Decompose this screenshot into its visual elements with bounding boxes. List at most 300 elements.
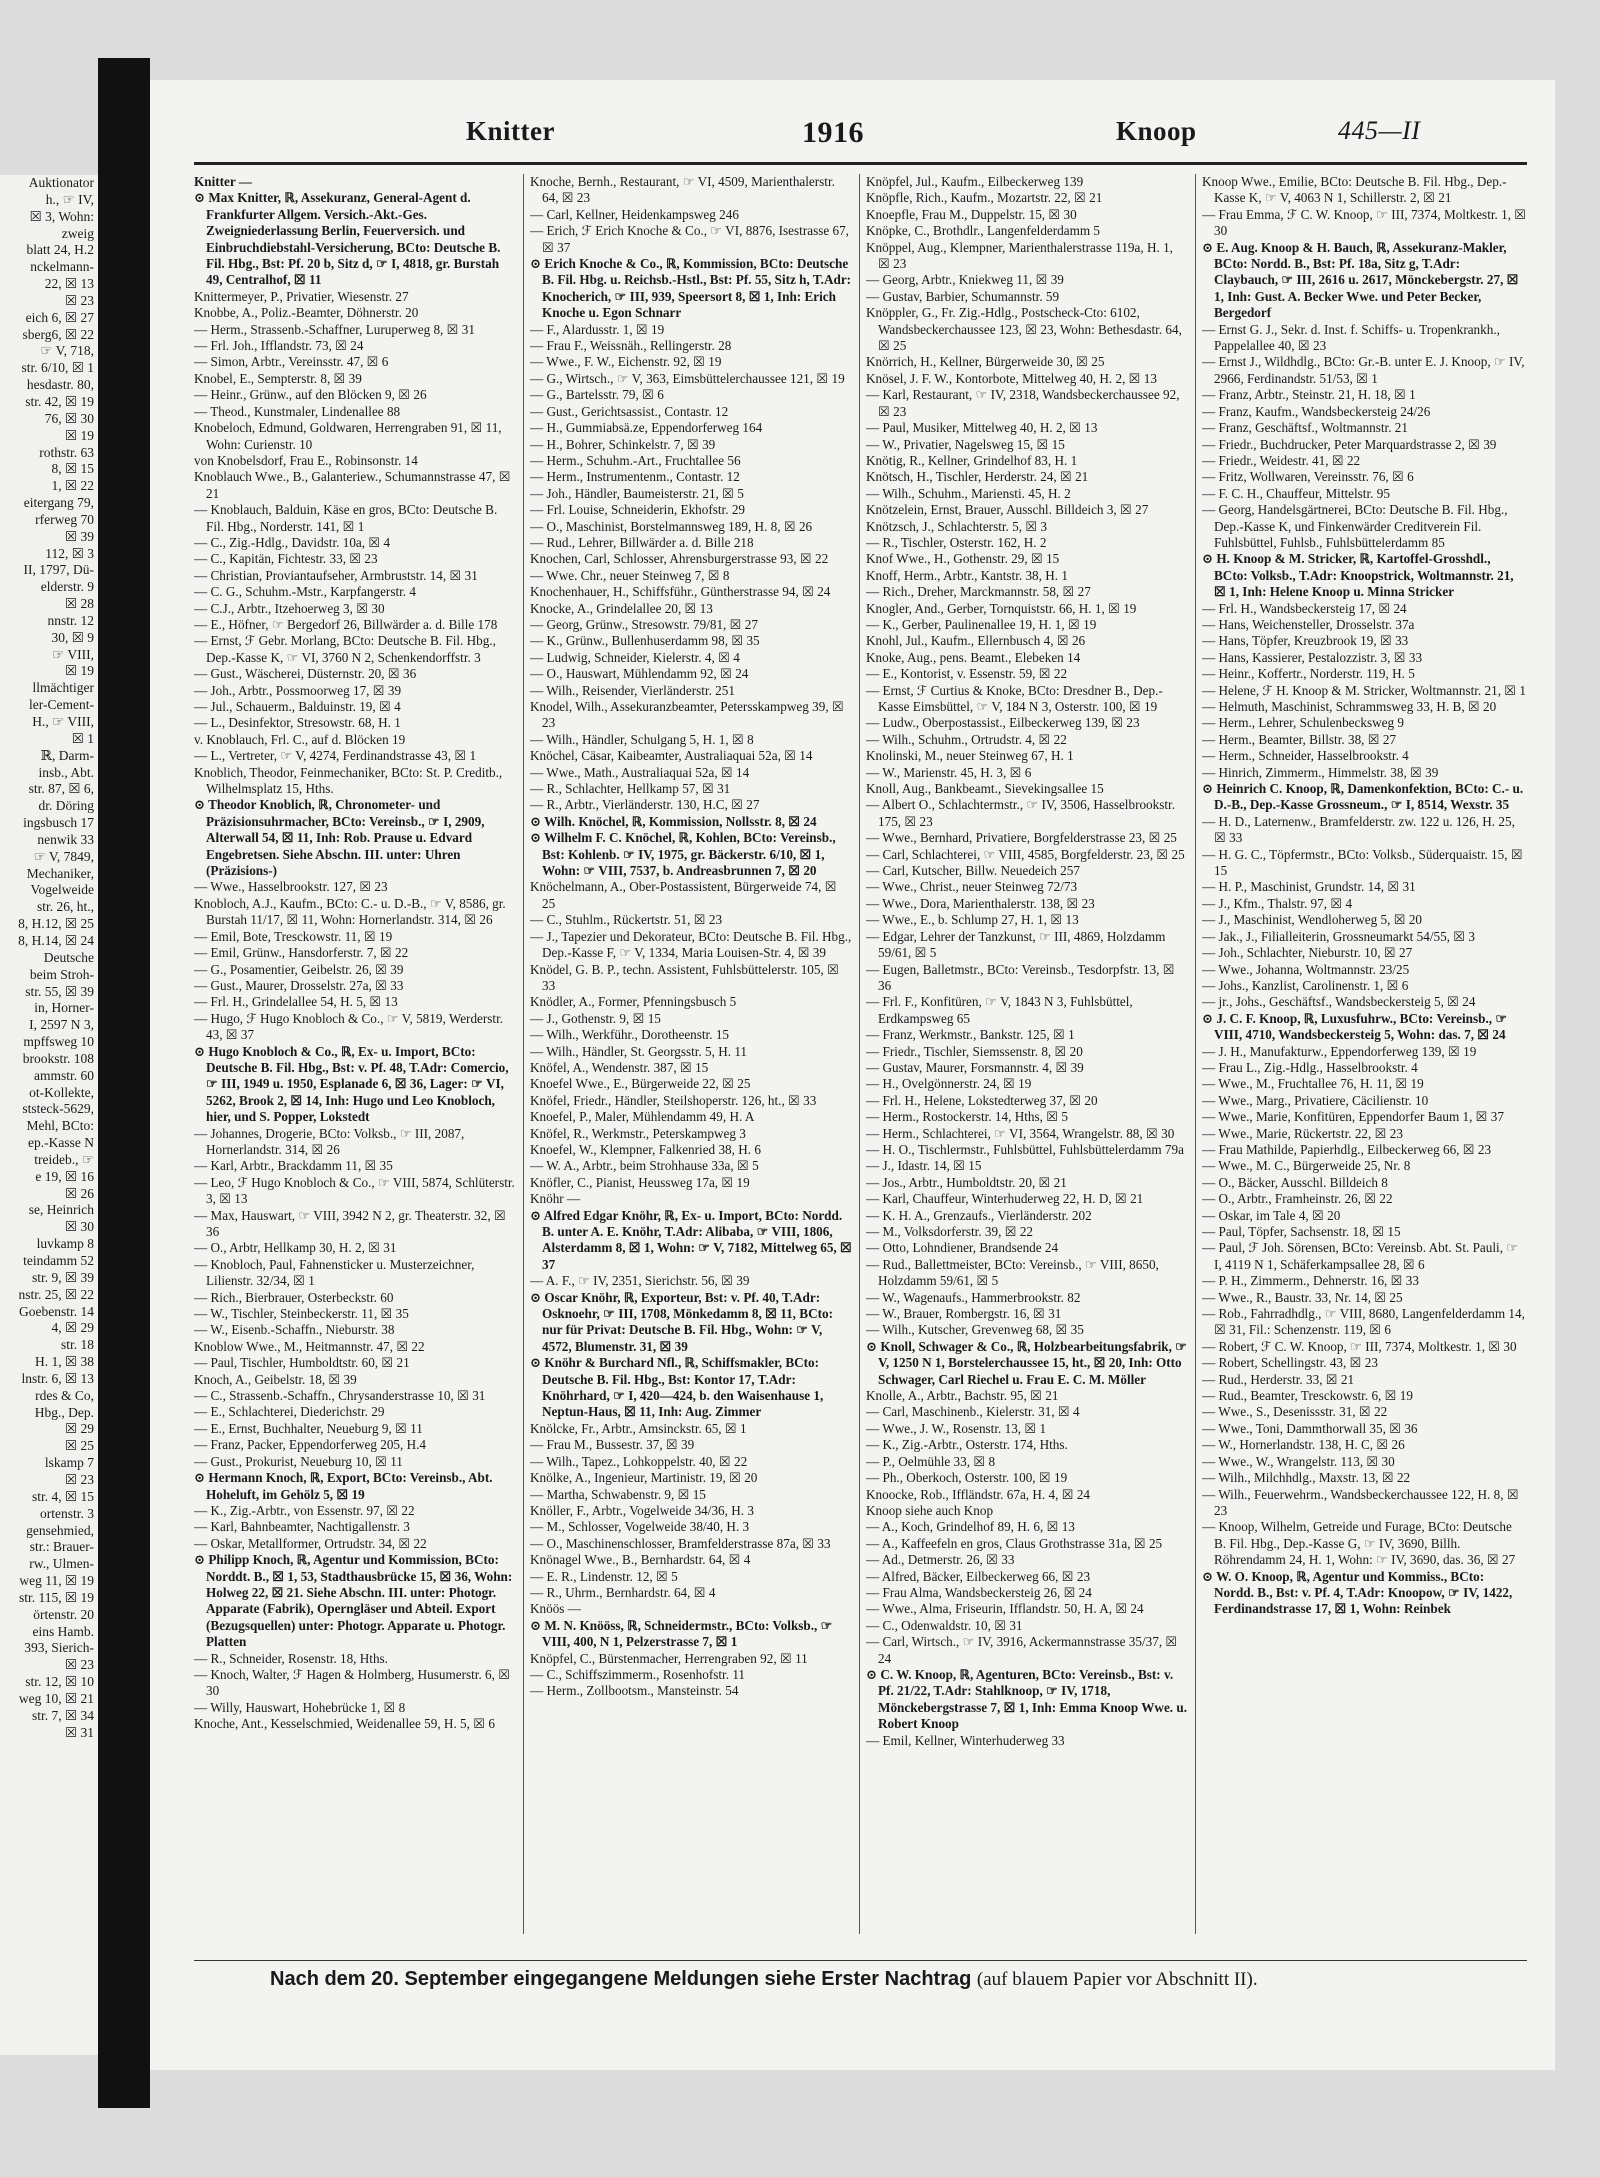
- directory-entry: Knörrich, H., Kellner, Bürgerweide 30, ☒ 25: [866, 354, 1105, 370]
- directory-entry: — Frau F., Weissnäh., Rellingerstr. 28: [530, 338, 732, 354]
- footer-note: (auf blauem Papier vor Abschnitt II).: [976, 1969, 1258, 1990]
- left-page-line: str. 55, ☒ 39: [25, 983, 94, 999]
- left-page-line: ☞ V, 7849,: [33, 848, 94, 864]
- directory-entry: ⊙ Hermann Knoch, ℝ, Export, BCto: Vereinsb., Abt. Hoheluft, im Gehölz 5, ☒ 19: [194, 1470, 493, 1502]
- directory-entry: — Herm., Beamter, Billstr. 38, ☒ 27: [1202, 731, 1397, 747]
- directory-entry: — A., Kaffeefeln en gros, Claus Grothstrasse 31a, ☒ 25: [866, 1535, 1163, 1551]
- directory-entry: — Paul, Musiker, Mittelweg 40, H. 2, ☒ 13: [866, 420, 1098, 436]
- directory-entry: — Herm., Lehrer, Schulenbecksweg 9: [1202, 715, 1404, 731]
- left-page-line: nnstr. 12: [47, 612, 94, 628]
- left-page-line: hesdastr. 80,: [26, 377, 94, 393]
- directory-entry: Knoll, Aug., Bankbeamt., Sievekingsallee 15: [866, 781, 1104, 797]
- directory-entry: — Ernst J., Wildhdlg., BCto: Gr.-B. unter E. J. Knoop, ☞ IV, 2966, Ferdinandstr. 51/53, ☒ 1: [1202, 354, 1525, 386]
- left-page-line: sberg6, ☒ 22: [22, 326, 94, 342]
- directory-entry: — L., Desinfektor, Stresowstr. 68, H. 1: [194, 715, 401, 731]
- left-page-line: str. 7, ☒ 34: [32, 1707, 94, 1723]
- directory-entry: — Wwe., Marie, Konfitüren, Eppendorfer Baum 1, ☒ 37: [1202, 1109, 1504, 1125]
- directory-entry: — E., Höfner, ☞ Bergedorf 26, Billwärder a. d. Bille 178: [194, 616, 498, 632]
- directory-entry: — R., Schneider, Rosenstr. 18, Hths.: [194, 1650, 388, 1666]
- left-page-line: mpffsweg 10: [23, 1034, 94, 1050]
- directory-entry: — O., Hauswart, Mühlendamm 92, ☒ 24: [530, 666, 749, 682]
- directory-entry: — Fritz, Wollwaren, Vereinsstr. 76, ☒ 6: [1202, 469, 1414, 485]
- left-page-line: ☒ 23: [65, 292, 94, 308]
- left-page-line: beim Stroh-: [29, 966, 94, 982]
- directory-entry: — Carl, Wirtsch., ☞ IV, 3916, Ackermannstrasse 35/37, ☒ 24: [866, 1634, 1178, 1666]
- directory-entry: — Frau Mathilde, Papierhdlg., Eilbeckerweg 66, ☒ 23: [1202, 1141, 1492, 1157]
- directory-entry: — F. C. H., Chauffeur, Mittelstr. 95: [1202, 485, 1390, 501]
- directory-entry: — Wilh., Händler, Schulgang 5, H. 1, ☒ 8: [530, 731, 754, 747]
- directory-entry: — Simon, Arbtr., Vereinsstr. 47, ☒ 6: [194, 354, 389, 370]
- left-page-line: ☒ 3, Wohn:: [29, 208, 94, 224]
- left-page-line: rw., Ulmen-: [29, 1556, 94, 1572]
- header-right-word: Knoop: [1116, 116, 1197, 146]
- directory-entry: Knof Wwe., H., Gothenstr. 29, ☒ 15: [866, 551, 1060, 567]
- directory-entry: — Georg, Arbtr., Kniekweg 11, ☒ 39: [866, 272, 1064, 288]
- left-page-line: Goebenstr. 14: [19, 1303, 94, 1319]
- directory-entry: ⊙ Theodor Knoblich, ℝ, Chronometer- und Präzisionsuhrmacher, BCto: Vereinsb., ☞ I, 2909, Alterwall 54, ☒ 11, Inh: Rob. Prause u. Edvard Engebretsen. Siehe Abschn. III. unter: Uhren (Präzisions-): [194, 797, 485, 879]
- directory-entry: ⊙ Max Knitter, ℝ, Assekuranz, General-Agent d. Frankfurter Allgem. Versich.-Akt.-Ges. Zweigniederlassung Berlin, Feuerversich. und Einbruchdiebstahl-Versicherung, BCto: Deutsche B. Fil. Hbg., Bst: Pf. 20 b, Sitz d, ☞ I, 4818, gr. Burstah 49, Centralhof, ☒ 11: [194, 190, 501, 288]
- directory-entry: Knöchelmann, A., Ober-Postassistent, Bürgerweide 74, ☒ 25: [530, 879, 837, 911]
- directory-entry: Knöfler, C., Pianist, Heussweg 17a, ☒ 19: [530, 1174, 750, 1190]
- directory-entry: ⊙ Wilh. Knöchel, ℝ, Kommission, Nollsstr. 8, ☒ 24: [530, 813, 817, 829]
- left-page-line: teindamm 52: [23, 1253, 94, 1268]
- left-page-line: str.: Brauer-: [29, 1539, 94, 1555]
- directory-entry: — M., Schlosser, Vogelweide 38/40, H. 3: [530, 1519, 750, 1535]
- directory-entry: — Gustav, Maurer, Forsmannstr. 4, ☒ 39: [866, 1059, 1084, 1075]
- directory-entry: — Frl. H., Wandsbeckersteig 17, ☒ 24: [1202, 600, 1407, 616]
- left-page-line: e 19, ☒ 16: [35, 1168, 94, 1184]
- directory-entry: — jr., Johs., Geschäftsf., Wandsbeckersteig 5, ☒ 24: [1202, 994, 1476, 1010]
- directory-entry: — H. O., Tischlermstr., Fuhlsbüttel, Fuhlsbüttelerdamm 79a: [866, 1141, 1184, 1157]
- directory-entry: — H., Bohrer, Schinkelstr. 7, ☒ 39: [530, 436, 716, 452]
- directory-entry: — L., Vertreter, ☞ V, 4274, Ferdinandstrasse 43, ☒ 1: [194, 748, 477, 764]
- directory-entry: — Rud., Beamter, Tresckowstr. 6, ☒ 19: [1202, 1388, 1413, 1404]
- directory-entry: — Wwe., Alma, Friseurin, Ifflandstr. 50, H. A, ☒ 24: [866, 1601, 1144, 1617]
- directory-entry: — Emil, Kellner, Winterhuderweg 33: [866, 1732, 1065, 1748]
- directory-entry: — Otto, Lohndiener, Brandsende 24: [866, 1240, 1059, 1256]
- left-page-line: insb., Abt.: [38, 764, 94, 780]
- directory-entry: — Friedr., Weidestr. 41, ☒ 22: [1202, 452, 1361, 468]
- directory-entry: — J., Idastr. 14, ☒ 15: [866, 1158, 982, 1174]
- left-page-line: str. 115, ☒ 19: [19, 1589, 94, 1605]
- directory-entry: — F., Alardusstr. 1, ☒ 19: [530, 321, 665, 337]
- directory-entry: Knöös —: [530, 1601, 581, 1617]
- directory-entry: — Jak., J., Filialleiterin, Grossneumarkt 54/55, ☒ 3: [1202, 928, 1475, 944]
- directory-entry: ⊙ Oscar Knöhr, ℝ, Exporteur, Bst: v. Pf. 40, T.Adr: Osknoehr, ☞ III, 1708, Mönkedamm 8, ☒ 11, BCto: nur für Privat: Deutsche B. Fil. Hbg., Wohn: ☞ V, 4572, Blumenstr. 31, ☒ 39: [530, 1289, 833, 1354]
- left-page-line: str. 26, ht.,: [36, 899, 94, 915]
- directory-entry: — Wilh., Reisender, Vierländerstr. 251: [530, 682, 735, 698]
- directory-entry: — Hans, Töpfer, Kreuzbrook 19, ☒ 33: [1202, 633, 1409, 649]
- directory-entry: — Oskar, im Tale 4, ☒ 20: [1202, 1207, 1341, 1223]
- left-page-line: 22, ☒ 13: [44, 276, 94, 292]
- directory-entry: Knoepfle, Frau M., Duppelstr. 15, ☒ 30: [866, 206, 1077, 222]
- directory-entry: Knötsch, H., Tischler, Herderstr. 24, ☒ 21: [866, 469, 1089, 485]
- left-page-line: ☒ 23: [65, 1657, 94, 1673]
- header-left-word: Knitter: [466, 116, 555, 146]
- footer-notice: Nach dem 20. September eingegangene Meldungen siehe Erster Nachtrag: [270, 1968, 972, 1990]
- left-page-line: ☞ VIII,: [52, 646, 94, 662]
- directory-entry: — Ph., Oberkoch, Osterstr. 100, ☒ 19: [866, 1470, 1068, 1486]
- directory-entry: — Wwe., Marg., Privatiere, Cäcilienstr. 10: [1202, 1092, 1429, 1108]
- directory-entry: Knogler, And., Gerber, Tornquiststr. 66, H. 1, ☒ 19: [866, 600, 1137, 616]
- directory-entry: — Karl, Arbtr., Brackdamm 11, ☒ 35: [194, 1158, 393, 1174]
- directory-entry: — Franz, Arbtr., Steinstr. 21, H. 18, ☒ 1: [1202, 387, 1416, 403]
- left-page-line: 393, Sierich-: [24, 1640, 94, 1656]
- directory-entry: — Jul., Schauerm., Balduinstr. 19, ☒ 4: [194, 699, 401, 714]
- left-page-line: ☒ 1: [71, 730, 94, 746]
- directory-entry: — Herm., Schneider, Hasselbrookstr. 4: [1202, 748, 1409, 764]
- directory-entry: Knösel, J. F. W., Kontorbote, Mittelweg 40, H. 2, ☒ 13: [866, 370, 1157, 386]
- directory-entry: — Wwe., Toni, Dammthorwall 35, ☒ 36: [1202, 1420, 1418, 1436]
- directory-entry: — Joh., Schlachter, Nieburstr. 10, ☒ 27: [1202, 945, 1413, 961]
- directory-entry: Knolle, A., Arbtr., Bachstr. 95, ☒ 21: [866, 1388, 1059, 1404]
- directory-entry: — Ad., Detmerstr. 26, ☒ 33: [866, 1552, 1015, 1568]
- directory-entry: — Max, Hauswart, ☞ VIII, 3942 N 2, gr. Theaterstr. 32, ☒ 36: [194, 1207, 506, 1239]
- directory-entry: — Rud., Herderstr. 33, ☒ 21: [1202, 1371, 1355, 1387]
- directory-entry: — W., Hornerlandstr. 138, H. C, ☒ 26: [1202, 1437, 1405, 1453]
- directory-entry: — K., Grünw., Bullenhuserdamm 98, ☒ 35: [530, 633, 760, 649]
- directory-entry: — Frl. H., Grindelallee 54, H. 5, ☒ 13: [194, 994, 398, 1010]
- column-1: [194, 174, 516, 1974]
- directory-entry: Knöpfel, Jul., Kaufm., Eilbeckerweg 139: [866, 174, 1084, 189]
- left-page-line: brookstr. 108: [22, 1050, 94, 1066]
- directory-entry: — Robert, Schellingstr. 43, ☒ 23: [1202, 1355, 1378, 1371]
- left-page-line: rothstr. 63: [39, 444, 94, 460]
- directory-entry: — Wilh., Händler, St. Georgsstr. 5, H. 11: [530, 1043, 748, 1059]
- left-page-line: treideb., ☞: [34, 1151, 94, 1167]
- directory-entry: — Karl, Restaurant, ☞ IV, 2318, Wandsbeckerchaussee 92, ☒ 23: [866, 387, 1180, 419]
- directory-entry: — E., Schlachterei, Diederichstr. 29: [194, 1404, 385, 1420]
- directory-entry: — Paul, ℱ Joh. Sörensen, BCto: Vereinsb. Abt. St. Pauli, ☞ I, 4119 N 1, Schäferkampsallee 28, ☒ 6: [1202, 1240, 1519, 1272]
- directory-entry: Knoche, Ant., Kesselschmied, Weidenallee 59, H. 5, ☒ 6: [194, 1716, 495, 1732]
- left-page-line: ☒ 29: [65, 1421, 94, 1437]
- directory-entry: — Wilh., Schuhm., Ortrudstr. 4, ☒ 22: [866, 731, 1067, 747]
- left-page-line: nckelmann-: [30, 259, 94, 275]
- directory-entry: — Joh., Arbtr., Possmoorweg 17, ☒ 39: [194, 682, 402, 698]
- left-page-line: str. 12, ☒ 10: [25, 1674, 94, 1690]
- directory-entry: — Rud., Lehrer, Billwärder a. d. Bille 218: [530, 534, 754, 550]
- directory-entry: — H. D., Laternenw., Bramfelderstr. zw. 122 u. 126, H. 25, ☒ 33: [1202, 813, 1515, 846]
- directory-entry: — Frl. H., Helene, Lokstedterweg 37, ☒ 20: [866, 1092, 1098, 1108]
- directory-entry: — Frl. Joh., Ifflandstr. 73, ☒ 24: [194, 338, 364, 354]
- column-4: [1202, 174, 1527, 1974]
- left-page-line: se, Heinrich: [28, 1202, 94, 1218]
- left-page-line: blatt 24, H.2: [26, 242, 94, 258]
- directory-entry: — Georg, Grünw., Stresowstr. 79/81, ☒ 27: [530, 616, 758, 632]
- directory-entry: — Wwe. Chr., neuer Steinweg 7, ☒ 8: [530, 567, 730, 583]
- left-page-line: H., ☞ VIII,: [32, 714, 94, 729]
- directory-entry: ⊙ Erich Knoche & Co., ℝ, Kommission, BCto: Deutsche B. Fil. Hbg. u. Reichsb.-Hstl., Bst: Pf. 55, Sitz h, T.Adr: Knocherich, ☞ III, 939, Speersort 8, ☒ 1, Inh: Erich Knoche u. Egon Schnarr: [530, 256, 852, 321]
- directory-entry: — H. G. C., Töpfermstr., BCto: Volksb., Süderquaistr. 15, ☒ 15: [1202, 846, 1523, 879]
- left-page-line: II, 1797, Dü-: [23, 562, 94, 578]
- left-page-line: H. 1, ☒ 38: [35, 1354, 94, 1370]
- directory-entry: Knohl, Jul., Kaufm., Ellernbusch 4, ☒ 26: [866, 633, 1086, 649]
- directory-entry: — Frau M., Bussestr. 37, ☒ 39: [530, 1437, 695, 1453]
- directory-entry: — Frau Emma, ℱ C. W. Knoop, ☞ III, 7374, Moltkestr. 1, ☒ 30: [1202, 206, 1527, 239]
- left-page-line: weg 10, ☒ 21: [18, 1690, 94, 1706]
- directory-entry: — Hinrich, Zimmerm., Himmelstr. 38, ☒ 39: [1202, 764, 1439, 780]
- directory-entry: — K., Zig.-Arbtr., von Essenstr. 97, ☒ 22: [194, 1502, 415, 1518]
- directory-entry: Knoefel Wwe., E., Bürgerweide 22, ☒ 25: [530, 1076, 751, 1092]
- directory-entry: — Wwe., E., b. Schlump 27, H. 1, ☒ 13: [866, 912, 1079, 928]
- directory-entry: — Ernst, ℱ Curtius & Knoke, BCto: Dresdner B., Dep.-Kasse Eimsbüttel, ☞ V, 184 N 3, Osterstr. 100, ☒ 19: [866, 682, 1163, 714]
- directory-entry: — Albert O., Schlachtermstr., ☞ IV, 3506, Hasselbrookstr. 175, ☒ 23: [866, 797, 1175, 829]
- left-page-line: Mechaniker,: [26, 865, 94, 881]
- directory-entry: ⊙ Knöhr & Burchard Nfl., ℝ, Schiffsmakler, BCto: Deutsche B. Fil. Hbg., Bst: Kontor 17, T.Adr: Knöhrhard, ☞ I, 420—424, b. den Waisenhause 1, Neptun-Haus, ☒ 11, Inh: Aug. Zimmer: [530, 1355, 824, 1420]
- left-page-line: Hbg., Dep.: [34, 1404, 94, 1420]
- left-page-line: ☒ 23: [65, 1471, 94, 1487]
- left-page-line: lskamp 7: [44, 1455, 94, 1471]
- directory-entry: Knolinski, M., neuer Steinweg 67, H. 1: [866, 748, 1074, 764]
- left-page-line: 8, H.12, ☒ 25: [18, 916, 94, 932]
- directory-entry: — Martha, Schwabenstr. 9, ☒ 15: [530, 1486, 706, 1502]
- left-page-line: ☞ V, 718,: [40, 343, 94, 359]
- directory-entry: — O., Arbtr, Hellkamp 30, H. 2, ☒ 31: [194, 1240, 397, 1256]
- directory-entry: Knoblich, Theodor, Feinmechaniker, BCto: St. P. Creditb., Wilhelmsplatz 15, Hths.: [194, 764, 503, 797]
- left-page-line: Mehl, BCto:: [26, 1118, 94, 1134]
- directory-entry: — H., Ovelgönnerstr. 24, ☒ 19: [866, 1076, 1032, 1092]
- directory-entry: Knoefel, P., Maler, Mühlendamm 49, H. A: [530, 1109, 755, 1125]
- directory-entry: — Emil, Grünw., Hansdorferstr. 7, ☒ 22: [194, 945, 409, 961]
- directory-entry: — Carl, Kutscher, Billw. Neuedeich 257: [866, 863, 1080, 879]
- left-page-line: luvkamp 8: [36, 1236, 94, 1252]
- directory-entry: Knötzsch, J., Schlachterstr. 5, ☒ 3: [866, 518, 1048, 534]
- directory-entry: — Leo, ℱ Hugo Knobloch & Co., ☞ VIII, 5874, Schlüterstr. 3, ☒ 13: [194, 1174, 515, 1207]
- left-page-line: 76, ☒ 30: [44, 410, 94, 426]
- directory-entry: Knöller, F., Arbtr., Vogelweide 34/36, H. 3: [530, 1502, 754, 1518]
- column-divider: [859, 174, 860, 1934]
- left-page-line: Vogelweide: [30, 882, 94, 898]
- directory-entry: — Gust., Maurer, Drosselstr. 27a, ☒ 33: [194, 977, 404, 993]
- directory-entry: — O., Arbtr., Framheinstr. 26, ☒ 22: [1202, 1191, 1393, 1207]
- left-page-line: 1, ☒ 22: [51, 478, 94, 494]
- directory-entry: Knoff, Herm., Arbtr., Kantstr. 38, H. 1: [866, 567, 1068, 583]
- column-2: [530, 174, 852, 1974]
- directory-entry: v. Knoblauch, Frl. C., auf d. Blöcken 19: [194, 731, 406, 747]
- directory-entry: — Friedr., Tischler, Siemssenstr. 8, ☒ 20: [866, 1043, 1083, 1059]
- directory-entry: Knocke, A., Grindelallee 20, ☒ 13: [530, 600, 713, 616]
- left-page-line: str. 4, ☒ 15: [32, 1488, 94, 1504]
- directory-entry: Knoefel, W., Klempner, Falkenried 38, H. 6: [530, 1141, 761, 1157]
- directory-entry: — R., Schlachter, Hellkamp 57, ☒ 31: [530, 781, 731, 797]
- left-page-line: ot-Kollekte,: [29, 1084, 94, 1100]
- directory-entry: — Herm., Schlachterei, ☞ VI, 3564, Wrangelstr. 88, ☒ 30: [866, 1125, 1175, 1141]
- directory-entry: — R., Arbtr., Vierländerstr. 130, H.C, ☒ 27: [530, 797, 760, 813]
- directory-entry: — Wwe., Christ., neuer Steinweg 72/73: [866, 879, 1078, 895]
- directory-entry: — Wwe., Bernhard, Privatiere, Borgfelderstrasse 23, ☒ 25: [866, 830, 1177, 846]
- directory-entry: — W., Tischler, Steinbeckerstr. 11, ☒ 35: [194, 1306, 409, 1322]
- left-page-line: ☒ 28: [65, 596, 94, 612]
- directory-entry: — Wwe., F. W., Eichenstr. 92, ☒ 19: [530, 354, 722, 370]
- directory-entry: — W., Eisenb.-Schaffn., Nieburstr. 38: [194, 1322, 395, 1338]
- column-3: [866, 174, 1188, 1974]
- directory-entry: ⊙ H. Knoop & M. Stricker, ℝ, Kartoffel-Grosshdl., BCto: Volksb., T.Adr: Knoopstrick, Woltmannstr. 21, ☒ 1, Inh: Helene Knoop u. Minna Stricker: [1202, 551, 1514, 600]
- directory-entry: Knobeloch, Edmund, Goldwaren, Herrengraben 91, ☒ 11, Wohn: Curienstr. 10: [194, 420, 502, 452]
- directory-entry: Knötig, R., Kellner, Grindelhof 83, H. 1: [866, 452, 1078, 468]
- directory-entry: — Erich, ℱ Erich Knoche & Co., ☞ VI, 8876, Isestrasse 67, ☒ 37: [530, 223, 849, 255]
- directory-entry: Knobloch, A.J., Kaufm., BCto: C.- u. D.-B., ☞ V, 8586, gr. Burstah 11/17, ☒ 11, Wohn: Hornerlandstr. 314, ☒ 26: [194, 895, 506, 928]
- directory-entry: — Eugen, Balletmstr., BCto: Vereinsb., Tesdorpfstr. 13, ☒ 36: [866, 961, 1175, 993]
- left-page-line: Auktionator: [28, 175, 94, 190]
- directory-entry: — Helmuth, Maschinist, Schrammsweg 33, H. B, ☒ 20: [1202, 699, 1497, 714]
- left-page-line: lnstr. 6, ☒ 13: [21, 1370, 94, 1386]
- directory-entry: — O., Bäcker, Ausschl. Billdeich 8: [1202, 1174, 1388, 1190]
- directory-entry: ⊙ Philipp Knoch, ℝ, Agentur und Kommission, BCto: Norddt. B., ☒ 1, 53, Stadthausbrücke 15, ☒ 36, Wohn: Holweg 22, ☒ 21. Siehe Abschn. III. unter: Photogr. Apparate (Fabrik), Operngläser und Abteil. Export (Bezugsquellen) unter: Photogr. Apparate u. Photogr. Platten: [194, 1552, 513, 1650]
- column-divider: [523, 174, 524, 1934]
- directory-entry: Knoche, Bernh., Restaurant, ☞ VI, 4509, Marienthalerstr. 64, ☒ 23: [530, 174, 835, 206]
- directory-entry: — Wwe., J. W., Rosenstr. 13, ☒ 1: [866, 1420, 1047, 1436]
- directory-entry: — Franz, Geschäftsf., Woltmannstr. 21: [1202, 420, 1408, 436]
- left-page-line: 8, ☒ 15: [51, 461, 94, 477]
- left-page-line: ☒ 31: [65, 1724, 94, 1740]
- directory-entry: Knöchel, Cäsar, Kaibeamter, Australiaquai 52a, ☒ 14: [530, 748, 813, 764]
- directory-entry: — Karl, Chauffeur, Winterhuderweg 22, H. D, ☒ 21: [866, 1191, 1144, 1207]
- left-page-line: elderstr. 9: [40, 579, 94, 595]
- directory-entry: Knochenhauer, H., Schiffsführ., Güntherstrasse 94, ☒ 24: [530, 584, 831, 600]
- left-page-line: str. 9, ☒ 39: [32, 1269, 94, 1285]
- directory-entry: — O., Maschinist, Borstelmannsweg 189, H. 8, ☒ 26: [530, 518, 813, 534]
- directory-entry: — Friedr., Buchdrucker, Peter Marquardstrasse 2, ☒ 39: [1202, 436, 1497, 452]
- directory-entry: — Knoop, Wilhelm, Getreide und Furage, BCto: Deutsche B. Fil. Hbg., Dep.-Kasse G, ☞ IV, 3690, Billh. Röhrendamm 24, H. 1, Wohn: ☞ IV, 3690, das. 36, ☒ 27: [1202, 1519, 1516, 1568]
- directory-entry: — R., Uhrm., Bernhardstr. 64, ☒ 4: [530, 1584, 716, 1600]
- directory-entry: — E. R., Lindenstr. 12, ☒ 5: [530, 1568, 678, 1584]
- header-rule: [194, 162, 1527, 165]
- directory-entry: — Wwe., M. C., Bürgerweide 25, Nr. 8: [1202, 1158, 1411, 1174]
- directory-entry: Knochen, Carl, Schlosser, Ahrensburgerstrasse 93, ☒ 22: [530, 551, 829, 567]
- left-page-line: str. 42, ☒ 19: [25, 393, 94, 409]
- directory-entry: — Oskar, Metallformer, Ortrudstr. 34, ☒ 22: [194, 1535, 427, 1551]
- directory-entry: — Herm., Instrumentenm., Contastr. 12: [530, 469, 740, 485]
- directory-entry: — Rud., Ballettmeister, BCto: Vereinsb., ☞ VIII, 8650, Holzdamm 59/61, ☒ 5: [866, 1256, 1159, 1289]
- directory-entry: — Wilh., Kutscher, Grevenweg 68, ☒ 35: [866, 1322, 1084, 1338]
- directory-entry: — J., Maschinist, Wendloherweg 5, ☒ 20: [1202, 912, 1423, 928]
- left-page-line: Deutsche: [43, 949, 94, 965]
- directory-entry: — Franz, Kaufm., Wandsbeckersteig 24/26: [1202, 403, 1431, 419]
- directory-entry: — Wwe., Marie, Rückertstr. 22, ☒ 23: [1202, 1125, 1403, 1141]
- directory-entry: — Rob., Fahrradhdlg., ☞ VIII, 8680, Langenfelderdamm 14, ☒ 31, Fil.: Schenzenstr. 119, ☒ 6: [1202, 1306, 1525, 1338]
- directory-entry: Knoocke, Rob., Iffländstr. 67a, H. 4, ☒ 24: [866, 1486, 1091, 1502]
- directory-entry: Knöfel, A., Wendenstr. 387, ☒ 15: [530, 1059, 709, 1075]
- directory-entry: Knöppler, G., Fr. Zig.-Hdlg., Postscheck-Cto: 6102, Wandsbeckerchaussee 123, ☒ 23, Wohn: Bethesdastr. 64, ☒ 25: [866, 305, 1182, 354]
- directory-entry: — G., Bartelsstr. 79, ☒ 6: [530, 387, 664, 403]
- header-year: 1916: [802, 116, 864, 149]
- directory-entry: — Wwe., Math., Australiaquai 52a, ☒ 14: [530, 764, 750, 780]
- directory-entry: — Gust., Gerichtsassist., Contastr. 12: [530, 403, 729, 419]
- directory-entry: ⊙ Hugo Knobloch & Co., ℝ, Ex- u. Import, BCto: Deutsche B. Fil. Hbg., Bst: v. Pf. 48, T.Adr: Comercio, ☞ III, 1949 u. 1950, Esplanade 6, ☒ 36, Lager: ☞ VI, 5262, Brook 2, ☒ 14, Inh: Hugo und Leo Knobloch, hier, und S. Popper, Lokstedt: [194, 1043, 509, 1125]
- directory-entry: — Edgar, Lehrer der Tanzkunst, ☞ III, 4869, Holzdamm 59/61, ☒ 5: [866, 928, 1166, 961]
- page-header: [150, 112, 1555, 152]
- directory-entry: Knötzelein, Ernst, Brauer, Ausschl. Billdeich 3, ☒ 27: [866, 502, 1149, 518]
- left-page-line: str. 18: [60, 1337, 94, 1353]
- directory-entry: — Alfred, Bäcker, Eilbeckerweg 66, ☒ 23: [866, 1568, 1091, 1584]
- left-page-line: gensehmied,: [26, 1522, 94, 1538]
- left-page-line: rferweg 70: [35, 511, 94, 527]
- directory-entry: ⊙ Knoll, Schwager & Co., ℝ, Holzbearbeitungsfabrik, ☞ V, 1250 N 1, Borstelerchaussee 15, ht., ☒ 20, Inh: Otto Schwager, Carl Riechel u. Frau E. C. M. Möller: [866, 1338, 1188, 1387]
- directory-entry: — Georg, Handelsgärtnerei, BCto: Deutsche B. Fil. Hbg., Dep.-Kasse K, und Finkenwärder Creditverein Fil. Fuhlsbüttel, Fuhlsb., Fuhlsbüttelerdamm 85: [1202, 502, 1508, 550]
- directory-entry: — Wwe., M., Fruchtallee 76, H. 11, ☒ 19: [1202, 1076, 1424, 1092]
- directory-entry: — Franz, Packer, Eppendorferweg 205, H.4: [194, 1437, 427, 1453]
- directory-entry: Knöfel, Friedr., Händler, Steilshoperstr. 126, ht., ☒ 33: [530, 1092, 817, 1108]
- left-page-line: ☒ 30: [65, 1219, 94, 1235]
- directory-entry: — Wwe., S., Desenissstr. 31, ☒ 22: [1202, 1404, 1388, 1420]
- directory-entry: Knödel, G. B. P., techn. Assistent, Fuhlsbüttelerstr. 105, ☒ 33: [530, 961, 839, 993]
- directory-entry: — J. H., Manufakturw., Eppendorferweg 139, ☒ 19: [1202, 1043, 1477, 1059]
- left-page-line: 30, ☒ 9: [51, 629, 94, 645]
- directory-entry: — Wwe., Johanna, Woltmannstr. 23/25: [1202, 961, 1410, 977]
- directory-page: [150, 80, 1555, 2070]
- directory-entry: — J., Gothenstr. 9, ☒ 15: [530, 1010, 661, 1026]
- directory-entry: — G., Wirtsch., ☞ V, 363, Eimsbüttelerchaussee 121, ☒ 19: [530, 370, 845, 386]
- directory-entry: — Wilh., Milchhdlg., Maxstr. 13, ☒ 22: [1202, 1470, 1411, 1486]
- left-page-line: ☒ 25: [65, 1438, 94, 1454]
- directory-entry: — M., Volksdorferstr. 39, ☒ 22: [866, 1224, 1034, 1239]
- left-page-line: in, Horner-: [34, 1000, 94, 1016]
- directory-entry: Knoblauch Wwe., B., Galanteriew., Schumannstrasse 47, ☒ 21: [194, 469, 511, 501]
- directory-entry: Knodel, Wilh., Assekuranzbeamter, Petersskampweg 39, ☒ 23: [530, 699, 844, 731]
- directory-entry: — Hans, Weichensteller, Drosselstr. 37a: [1202, 616, 1415, 632]
- left-page-line: ☒ 39: [65, 528, 94, 544]
- directory-entry: — Gust., Wäscherei, Düsternstr. 20, ☒ 36: [194, 666, 417, 682]
- page-number: 445—II: [1338, 116, 1421, 145]
- directory-entry: — Knobloch, Paul, Fahnensticker u. Musterzeichner, Lilienstr. 32/34, ☒ 1: [194, 1256, 475, 1289]
- directory-entry: ⊙ E. Aug. Knoop & H. Bauch, ℝ, Assekuranz-Makler, BCto: Nordd. B., Bst: Pf. 18a, Sitz g, T.Adr: Claybauch, ☞ III, 2616 u. 2617, Mönckebergstr. 27, ☒ 1, Inh: Gust. A. Becker Wwe. und Peter Becker, Bergedorf: [1202, 239, 1519, 321]
- directory-entry: — Johs., Kanzlist, Carolinenstr. 1, ☒ 6: [1202, 977, 1409, 993]
- directory-entry: — Paul, Tischler, Humboldtstr. 60, ☒ 21: [194, 1355, 410, 1371]
- left-page-line: eich 6, ☒ 27: [25, 309, 94, 325]
- left-page-line: weg 11, ☒ 19: [19, 1573, 94, 1589]
- directory-entry: — C.J., Arbtr., Itzehoerweg 3, ☒ 30: [194, 600, 385, 616]
- left-page-line: 112, ☒ 3: [45, 545, 94, 561]
- directory-entry: Knöpfle, Rich., Kaufm., Mozartstr. 22, ☒ 21: [866, 190, 1103, 206]
- directory-entry: — H., Gummiabsä.ze, Eppendorferweg 164: [530, 420, 763, 436]
- directory-entry: — W., Marienstr. 45, H. 3, ☒ 6: [866, 764, 1032, 780]
- left-page-line: ingsbusch 17: [23, 815, 94, 831]
- directory-entry: — H. P., Maschinist, Grundstr. 14, ☒ 31: [1202, 879, 1416, 895]
- directory-entry: — G., Posamentier, Geibelstr. 26, ☒ 39: [194, 961, 404, 977]
- directory-entry: — Hans, Kassierer, Pestalozzistr. 3, ☒ 33: [1202, 649, 1423, 665]
- left-page-line: ☒ 19: [65, 663, 94, 679]
- directory-entry: ⊙ Wilhelm F. C. Knöchel, ℝ, Kohlen, BCto: Vereinsb., Bst: Kohlenb. ☞ IV, 1975, gr. Bäckerstr. 6/10, ☒ 1, Wohn: ☞ VIII, 7537, b. Andreasbrunnen 7, ☒ 20: [530, 830, 836, 879]
- directory-entry: Knödler, A., Former, Pfenningsbusch 5: [530, 994, 737, 1010]
- directory-entry: — Wilh., Tapez., Lohkoppelstr. 40, ☒ 22: [530, 1453, 748, 1469]
- directory-entry: Knönagel Wwe., B., Bernhardstr. 64, ☒ 4: [530, 1552, 751, 1568]
- page-footer: [270, 1968, 1470, 1991]
- directory-entry: — C., Strassenb.-Schaffn., Chrysanderstrasse 10, ☒ 31: [194, 1388, 486, 1404]
- directory-entry: Knitter —: [194, 174, 252, 189]
- directory-entry: — Ludw., Oberpostassist., Eilbeckerweg 139, ☒ 23: [866, 715, 1140, 731]
- directory-entry: — C., Stuhlm., Rückertstr. 51, ☒ 23: [530, 912, 723, 928]
- directory-entry: — R., Tischler, Osterstr. 162, H. 2: [866, 534, 1047, 550]
- left-page-line: örtenstr. 20: [33, 1606, 94, 1622]
- left-page-line: dr. Döring: [38, 798, 94, 814]
- directory-entry: — K., Zig.-Arbtr., Osterstr. 174, Hths.: [866, 1437, 1068, 1453]
- directory-entry: — Carl, Maschinenb., Kielerstr. 31, ☒ 4: [866, 1404, 1080, 1420]
- directory-entry: — Gustav, Barbier, Schumannstr. 59: [866, 288, 1060, 304]
- directory-entry: von Knobelsdorf, Frau E., Robinsonstr. 14: [194, 452, 418, 468]
- left-page-line: eitergang 79,: [23, 495, 94, 511]
- left-page-line: ammstr. 60: [34, 1067, 94, 1083]
- directory-entry: — W., Privatier, Nagelsweg 15, ☒ 15: [866, 436, 1065, 452]
- directory-entry: — C., Schiffszimmerm., Rosenhofstr. 11: [530, 1666, 746, 1682]
- directory-entry: ⊙ J. C. F. Knoop, ℝ, Luxusfuhrw., BCto: Vereinsb., ☞ VIII, 4710, Wandsbeckersteig 5, Wohn: das. 7, ☒ 24: [1202, 1010, 1508, 1043]
- directory-entry: — Heinr., Grünw., auf den Blöcken 9, ☒ 26: [194, 387, 427, 403]
- directory-entry: — W., Wagenaufs., Hammerbrookstr. 82: [866, 1289, 1081, 1305]
- directory-entry: ⊙ M. N. Knööss, ℝ, Schneidermstr., BCto: Volksb., ☞ VIII, 400, N 1, Pelzerstrasse 7, ☒ 1: [530, 1617, 833, 1650]
- left-page-line: h., ☞ IV,: [45, 191, 94, 207]
- directory-entry: — Herm., Rostockerstr. 14, Hths, ☒ 5: [866, 1109, 1068, 1125]
- directory-entry: — Joh., Händler, Baumeisterstr. 21, ☒ 5: [530, 485, 744, 501]
- directory-entry: — Wwe., Dora, Marienthalerstr. 138, ☒ 23: [866, 895, 1095, 911]
